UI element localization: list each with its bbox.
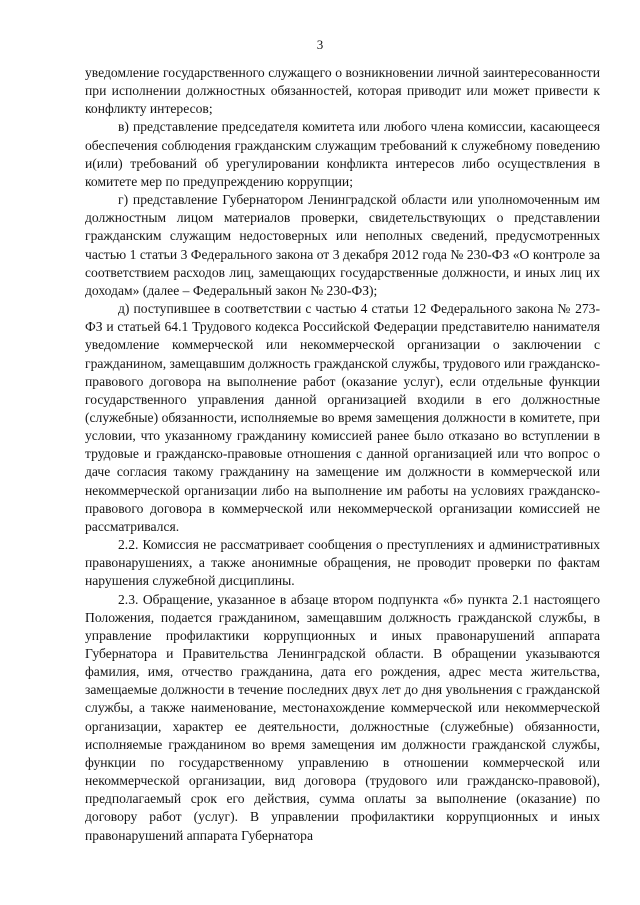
page-number: 3: [316, 37, 324, 52]
paragraph-2-3: 2.3. Обращение, указанное в абзаце втором подпункта «б» пункта 2.1 настоящего Положения, подается гражданином, замещавшим должность гражданской службы, в управление профилактики коррупционных и иных правонарушений аппарата Губернатора и Правительства Ленинградской области. В обращении указываются фамилия, имя, отчество гражданина, дата его рождения, адрес места жительства, замещаемые должности в течение последних двух лет до дня увольнения с гражданской службы, а также наименование, местонахождение коммерческой или некоммерческой организации, характер ее деятельности, должностные (служебные) обязанности, исполняемые гражданином во время замещения им должности гражданской службы, функции по государственному управлению в отношении коммерческой или некоммерческой организации, вид договора (трудового или гражданско-правовой), предполагаемый срок его действия, сумма оплаты за выполнение (оказание) по договору работ (услуг). В управлении профилактики коррупционных и иных правонарушений аппарата Губернатора: [85, 591, 600, 843]
paragraph-item-g: г) представление Губернатором Ленинградской области или уполномоченным им должностным лицом материалов проверки, свидетельствующих о представлении гражданским служащим недостоверных или неполных сведений, предусмотренных частью 1 статьи 3 Федерального закона от 3 декабря 2012 года № 230-ФЗ «О контроле за соответствием расходов лиц, замещающих государственные должности, и иных лиц их доходам» (далее – Федеральный закон № 230-ФЗ);: [85, 192, 600, 298]
paragraph-notification-continuation: уведомление государственного служащего о возникновении личной заинтересованности при исполнении должностных обязанностей, которая приводит или может привести к конфликту интересов;: [85, 65, 600, 117]
paragraph-2-2: 2.2. Комиссия не рассматривает сообщения о преступлениях и административных правонарушениях, а также анонимные обращения, не проводит проверки по фактам нарушения служебной дисциплины.: [85, 537, 600, 589]
paragraph-item-v: в) представление председателя комитета или любого члена комиссии, касающееся обеспечения соблюдения гражданским служащим требований к служебному поведению и(или) требований об урегулировании конфликта интересов либо осуществления в комитете мер по предупреждению коррупции;: [85, 119, 600, 189]
paragraph-item-d: д) поступившее в соответствии с частью 4 статьи 12 Федерального закона № 273-ФЗ и статьей 64.1 Трудового кодекса Российской Федерации представителю нанимателя уведомление коммерческой или некоммерческой организации о заключении с гражданином, замещавшим должность гражданской службы, трудового или гражданско-правового договора на выполнение работ (оказание услуг), если отдельные функции государственного управления данной организацией входили в его должностные (служебные) обязанности, исполняемые во время замещения должности в комитете, при условии, что указанному гражданину комиссией ранее было отказано во вступлении в трудовые и гражданско-правовые отношения с данной организацией или что вопрос о даче согласия такому гражданину на замещение им должности в коммерческой или некоммерческой организации либо на выполнение им работы на условиях гражданско-правового договора в коммерческой или некоммерческой организации комиссией не рассматривался.: [85, 301, 600, 534]
